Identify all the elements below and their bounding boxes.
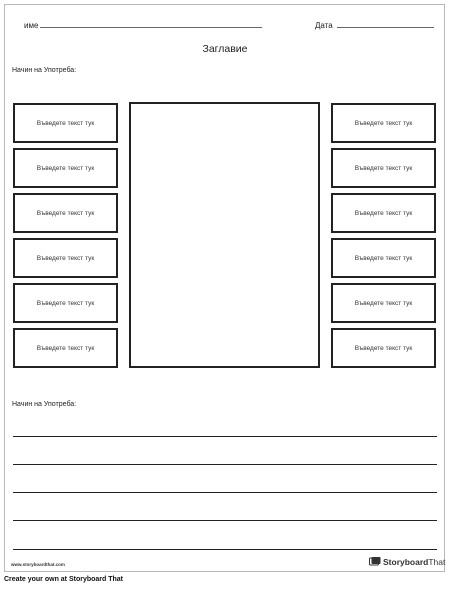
box-text: Въведете текст тук: [354, 119, 413, 127]
box-text: Въведете текст тук: [354, 254, 413, 262]
name-line[interactable]: [40, 27, 262, 28]
usage-label-top: Начин на Употреба:: [12, 67, 77, 74]
right-box-3[interactable]: [331, 193, 436, 233]
storyboard-logo-icon: [369, 557, 381, 567]
logo-text-b: That: [428, 557, 446, 567]
box-text: Въведете текст тук: [36, 254, 95, 262]
box-text: Въведете текст тук: [354, 164, 413, 172]
page-title[interactable]: Заглавие: [202, 43, 248, 55]
box-text: Въведете текст тук: [354, 299, 413, 307]
right-box-6[interactable]: [331, 328, 436, 368]
box-text: Въведете текст тук: [36, 119, 95, 127]
left-box-6[interactable]: [13, 328, 118, 368]
usage-label-bottom: Начин на Употреба:: [12, 401, 77, 408]
box-text: Въведете текст тук: [36, 209, 95, 217]
left-box-5[interactable]: [13, 283, 118, 323]
box-text: Въведете текст тук: [36, 344, 95, 352]
writing-line-4[interactable]: [13, 520, 437, 521]
left-box-2[interactable]: [13, 148, 118, 188]
right-box-2[interactable]: [331, 148, 436, 188]
writing-line-5[interactable]: [13, 549, 437, 550]
left-box-1[interactable]: [13, 103, 118, 143]
footer-url[interactable]: www.storyboardthat.com: [11, 562, 65, 567]
logo-text-a: Storyboard: [383, 557, 429, 567]
name-label: име: [24, 21, 39, 30]
date-label: Дата: [315, 21, 333, 30]
writing-line-3[interactable]: [13, 492, 437, 493]
right-box-4[interactable]: [331, 238, 436, 278]
left-box-3[interactable]: [13, 193, 118, 233]
box-text: Въведете текст тук: [36, 299, 95, 307]
date-line[interactable]: [337, 27, 434, 28]
box-text: Въведете текст тук: [36, 164, 95, 172]
box-text: Въведете текст тук: [354, 209, 413, 217]
center-image-box[interactable]: [129, 102, 320, 368]
storyboard-caption[interactable]: Create your own at Storyboard That: [4, 576, 124, 583]
writing-line-2[interactable]: [13, 464, 437, 465]
left-box-4[interactable]: [13, 238, 118, 278]
right-box-1[interactable]: [331, 103, 436, 143]
box-text: Въведете текст тук: [354, 344, 413, 352]
right-box-5[interactable]: [331, 283, 436, 323]
storyboard-logo[interactable]: [369, 557, 445, 567]
writing-line-1[interactable]: [13, 436, 437, 437]
